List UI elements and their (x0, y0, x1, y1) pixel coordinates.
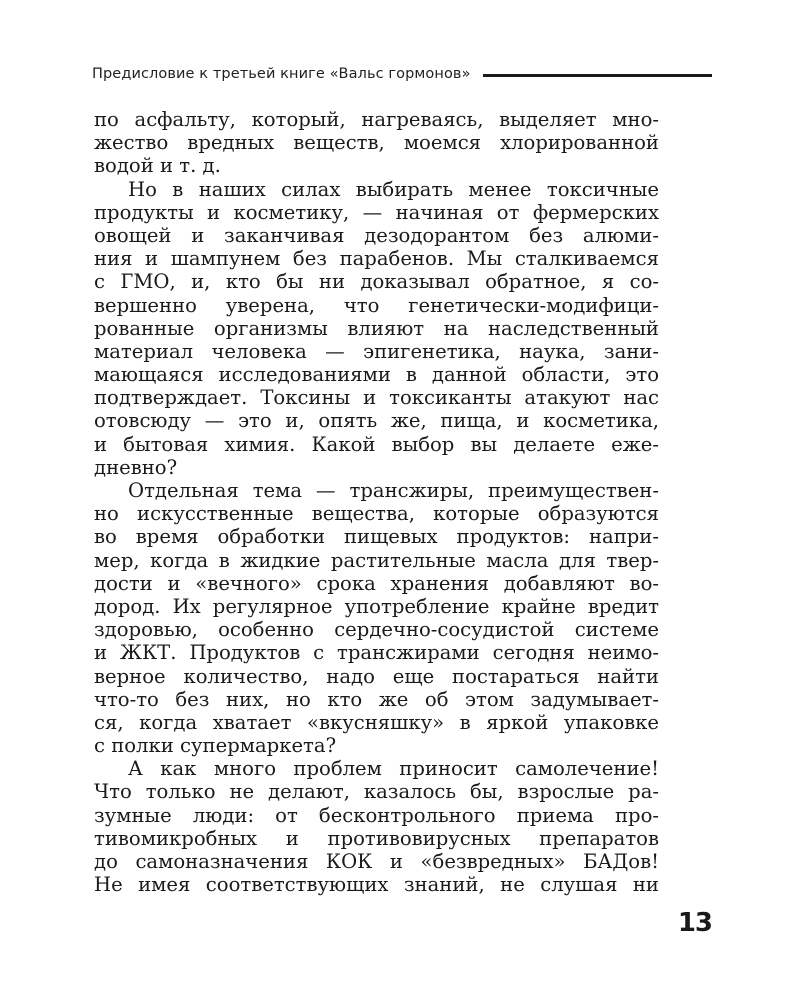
body-line: продукты и косметику, — начиная от фермерских (94, 200, 659, 224)
body-line: но искусственные вещества, которые образуются (94, 502, 659, 526)
body-line: Но в наших силах выбирать менее токсичные (128, 177, 659, 201)
body-line: зумные люди: от бесконтрольного приема про- (94, 803, 659, 827)
body-text (94, 108, 659, 896)
body-line: с ГМО, и, кто бы ни доказывал обратное, я со- (94, 270, 659, 294)
running-header (92, 62, 712, 86)
body-line: Не имея соответствующих знаний, не слушая ни (94, 873, 659, 897)
body-line: ся, когда хватает «вкусняшку» в яркой упаковке (94, 710, 659, 734)
body-line: рованные организмы влияют на наследственный (94, 316, 659, 340)
body-line: Что только не делают, казалось бы, взрослые ра- (94, 780, 659, 804)
header-rule (483, 74, 712, 77)
body-line: отовсюду — это и, опять же, пища, и косметика, (94, 409, 659, 433)
body-line: Отдельная тема — трансжиры, преимуществен- (128, 479, 659, 502)
body-line: верное количество, надо еще постараться найти (94, 664, 659, 688)
body-line: вершенно уверена, что генетически-модифици- (94, 293, 659, 317)
body-line: здоровью, особенно сердечно-сосудистой системе (94, 618, 659, 642)
body-line: дневно? (94, 455, 178, 479)
body-line: что-то без них, но кто же об этом задумывает- (94, 687, 659, 711)
body-line: тивомикробных и противовирусных препаратов (94, 826, 659, 850)
body-line: и бытовая химия. Какой выбор вы делаете еже- (94, 432, 659, 456)
body-line: ния и шампунем без парабенов. Мы сталкиваемся (94, 247, 659, 271)
body-line: и ЖКТ. Продуктов с трансжирами сегодня неимо- (94, 641, 659, 665)
body-line: с полки супермаркета? (94, 734, 337, 758)
body-line: овощей и заканчивая дезодорантом без алюми- (94, 223, 659, 247)
page-number: 13 (677, 908, 712, 938)
body-line: жество вредных веществ, моемся хлорированной (94, 131, 659, 155)
body-line: по асфальту, который, нагреваясь, выделяет мно- (94, 108, 659, 131)
body-line: до самоназначения КОК и «безвредных» БАДов! (94, 850, 659, 873)
body-line: дород. Их регулярное употребление крайне вредит (94, 594, 659, 618)
body-line: мающаяся исследованиями в данной области, это (94, 363, 659, 387)
body-line: во время обработки пищевых продуктов: напри- (94, 525, 659, 549)
body-line: А как много проблем приносит самолечение! (128, 757, 659, 781)
body-line: водой и т. д. (94, 154, 221, 178)
body-line: подтверждает. Токсины и токсиканты атакуют нас (94, 386, 659, 410)
body-line: мер, когда в жидкие растительные масла для твер- (94, 548, 659, 572)
body-line: материал человека — эпигенетика, наука, зани- (94, 339, 659, 363)
running-header-title: Предисловие к третьей книге «Вальс гормонов» (92, 66, 471, 82)
body-line: дости и «вечного» срока хранения добавляют во- (94, 571, 659, 595)
